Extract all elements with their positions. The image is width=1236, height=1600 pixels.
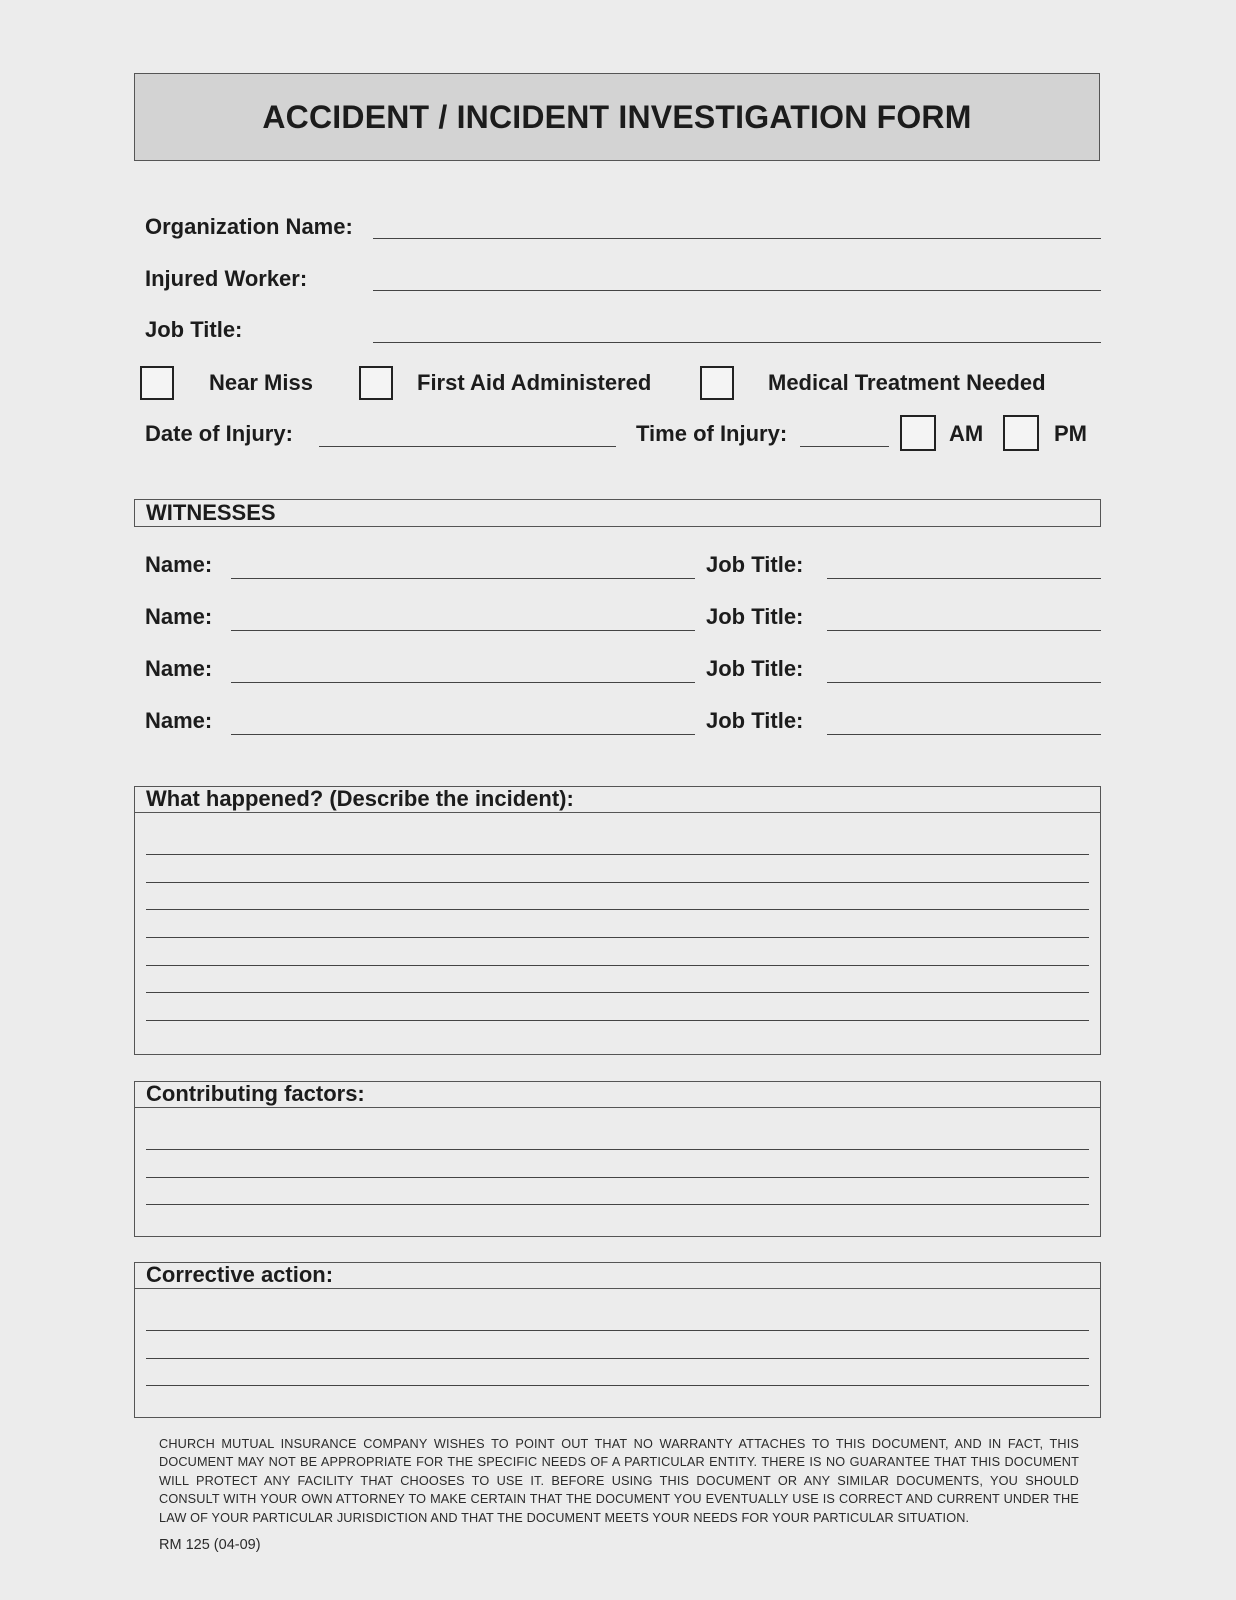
pm-label: PM <box>1054 421 1087 446</box>
witness-job-title-field[interactable] <box>827 630 1101 631</box>
corrective-action-section <box>134 1262 1101 1418</box>
witness-job-title-field[interactable] <box>827 578 1101 579</box>
medical-treatment-checkbox[interactable] <box>700 366 734 400</box>
what-happened-line[interactable] <box>146 965 1089 966</box>
job-title-label: Job Title: <box>145 317 243 342</box>
what-happened-line[interactable] <box>146 1020 1089 1021</box>
time-of-injury-field[interactable] <box>800 446 889 447</box>
near-miss-label: Near Miss <box>209 370 313 395</box>
first-aid-label: First Aid Administered <box>417 370 652 395</box>
what-happened-line[interactable] <box>146 992 1089 993</box>
witness-name-field[interactable] <box>231 682 695 683</box>
contributing-factors-line[interactable] <box>146 1204 1089 1205</box>
witnesses-heading: WITNESSES <box>146 500 276 525</box>
witnesses-header <box>134 499 1101 527</box>
witness-name-field[interactable] <box>231 734 695 735</box>
am-label: AM <box>949 421 984 446</box>
am-checkbox[interactable] <box>900 415 936 451</box>
disclaimer-text: CHURCH MUTUAL INSURANCE COMPANY WISHES TO POINT OUT THAT NO WARRANTY ATTACHES TO THIS DOCUMENT, AND IN FACT, THIS DOCUMENT MAY NOT BE APPROPRIATE FOR THE SPECIFIC NEEDS OF A PARTICULAR ENTITY. THERE IS NO GUARANTEE THAT THIS DOCUMENT WILL PROTECT ANY FACILITY THAT CHOOSES TO USE IT. BEFORE USING THIS DOCUMENT OR ANY SIMILAR DOCUMENTS, YOU SHOULD CONSULT WITH YOUR OWN ATTORNEY TO MAKE CERTAIN THAT THE DOCUMENT YOU EVENTUALLY USE IS CORRECT AND CURRENT UNDER THE LAW OF YOUR PARTICULAR JURISDICTION AND THAT THE DOCUMENT MEETS YOUR NEEDS FOR YOUR PARTICULAR SITUATION. <box>159 1437 1079 1525</box>
pm-checkbox[interactable] <box>1003 415 1039 451</box>
near-miss-checkbox[interactable] <box>140 366 174 400</box>
witness-job-title-field[interactable] <box>827 734 1101 735</box>
contributing-factors-line[interactable] <box>146 1149 1089 1150</box>
witness-job-title-label: Job Title: <box>706 604 804 629</box>
witness-name-label: Name: <box>145 656 213 681</box>
form-number: RM 125 (04-09) <box>159 1537 261 1553</box>
contributing-factors-line[interactable] <box>146 1177 1089 1178</box>
corrective-action-heading: Corrective action: <box>135 1263 1100 1289</box>
corrective-action-line[interactable] <box>146 1358 1089 1359</box>
injured-worker-label: Injured Worker: <box>145 266 308 291</box>
what-happened-line[interactable] <box>146 854 1089 855</box>
what-happened-line[interactable] <box>146 909 1089 910</box>
corrective-action-line[interactable] <box>146 1385 1089 1386</box>
form-title: ACCIDENT / INCIDENT INVESTIGATION FORM <box>134 73 1100 161</box>
witness-job-title-label: Job Title: <box>706 708 804 733</box>
witness-name-field[interactable] <box>231 578 695 579</box>
injured-worker-field[interactable] <box>373 290 1101 291</box>
witness-name-label: Name: <box>145 552 213 577</box>
witness-name-field[interactable] <box>231 630 695 631</box>
medical-treatment-label: Medical Treatment Needed <box>768 370 1046 395</box>
witness-job-title-label: Job Title: <box>706 656 804 681</box>
witness-job-title-field[interactable] <box>827 682 1101 683</box>
contributing-factors-section <box>134 1081 1101 1237</box>
job-title-field[interactable] <box>373 342 1101 343</box>
date-of-injury-field[interactable] <box>319 446 616 447</box>
contributing-factors-heading: Contributing factors: <box>135 1082 1100 1108</box>
corrective-action-line[interactable] <box>146 1330 1089 1331</box>
first-aid-checkbox[interactable] <box>359 366 393 400</box>
what-happened-line[interactable] <box>146 937 1089 938</box>
witness-job-title-label: Job Title: <box>706 552 804 577</box>
what-happened-line[interactable] <box>146 882 1089 883</box>
what-happened-heading: What happened? (Describe the incident): <box>135 787 1100 813</box>
witness-name-label: Name: <box>145 604 213 629</box>
date-of-injury-label: Date of Injury: <box>145 421 293 446</box>
organization-name-label: Organization Name: <box>145 214 353 239</box>
witness-name-label: Name: <box>145 708 213 733</box>
time-of-injury-label: Time of Injury: <box>636 421 788 446</box>
organization-name-field[interactable] <box>373 238 1101 239</box>
what-happened-section <box>134 786 1101 1055</box>
